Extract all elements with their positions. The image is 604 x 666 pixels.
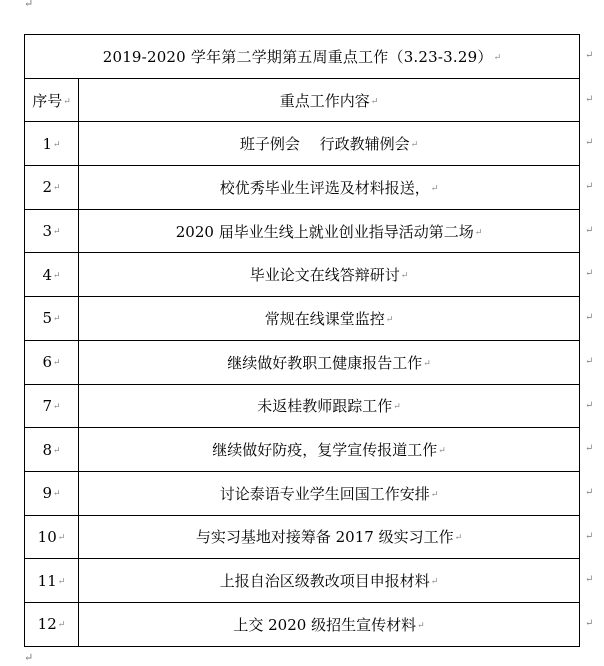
row-content: 校优秀毕业生评选及材料报送， [219,178,430,197]
cell-end-mark: ↵ [57,620,66,631]
row-number: 8 [42,440,52,459]
row-content-cell [79,559,580,603]
cell-end-mark: ↵ [53,358,61,369]
row-end-mark: ↵ [585,312,594,323]
table-row [25,253,580,297]
table-row [25,122,580,166]
cell-end-mark: ↵ [53,489,61,500]
row-number: 6 [42,353,52,372]
paragraph-mark-bottom: ↵ [24,651,34,664]
row-end-mark: ↵ [585,531,594,542]
header-content: 重点工作内容 [279,91,370,110]
table-row [25,209,580,253]
row-content-cell [79,471,580,515]
row-content: 上报自治区级教改项目申报材料 [219,572,430,591]
cell-end-mark: ↵ [393,402,401,413]
cell-end-mark: ↵ [410,140,419,151]
table-title: 2019-2020 学年第二学期第五周重点工作（3.23-3.29） [102,47,493,66]
row-number-cell [25,122,79,166]
row-content-cell [79,602,580,646]
row-content: 毕业论文在线答辩研讨 [249,266,400,285]
row-number-cell [25,602,79,646]
row-number: 9 [42,484,52,503]
cell-end-mark: ↵ [493,52,502,63]
cell-end-mark: ↵ [63,96,71,107]
header-content-cell [79,78,580,122]
row-number-cell [25,559,79,603]
cell-end-mark: ↵ [53,314,61,325]
cell-end-mark: ↵ [53,139,61,150]
row-number: 2 [42,178,52,197]
cell-end-mark: ↵ [438,446,446,457]
table-row [25,297,580,341]
row-number: 12 [37,615,57,634]
row-end-mark: ↵ [585,268,594,279]
row-number-cell [25,297,79,341]
cell-end-mark: ↵ [400,271,409,282]
row-content-cell [79,166,580,210]
row-content: 未返桂教师跟踪工作 [257,397,393,416]
row-number: 5 [42,309,52,328]
table-row [25,428,580,472]
row-end-mark: ↵ [585,487,594,498]
row-end-mark: ↵ [585,94,594,105]
cell-end-mark: ↵ [417,620,425,631]
header-number-cell [25,78,79,122]
title-row [25,35,580,79]
weekly-work-table [24,34,580,647]
row-number-cell [25,253,79,297]
row-content: 继续做好防疫，复学宣传报道工作 [212,441,438,460]
cell-end-mark: ↵ [430,183,439,194]
cell-end-mark: ↵ [57,576,66,587]
row-end-mark: ↵ [585,400,594,411]
cell-end-mark: ↵ [53,270,61,281]
row-number-cell [25,166,79,210]
row-number: 4 [42,265,52,284]
row-number-cell [25,209,79,253]
table-row [25,340,580,384]
row-content: 班子例会 行政教辅例会 [239,135,410,154]
row-content: 与实习基地对接筹备 2017 级实习工作 [195,528,454,547]
row-number-cell [25,428,79,472]
cell-end-mark: ↵ [57,532,66,543]
cell-end-mark: ↵ [53,445,61,456]
row-number-cell [25,384,79,428]
table-row [25,166,580,210]
row-end-mark: ↵ [585,137,594,148]
cell-end-mark: ↵ [53,227,61,238]
row-end-mark: ↵ [585,574,594,585]
row-content-cell [79,340,580,384]
row-end-mark: ↵ [585,443,594,454]
table-title-cell [25,35,580,79]
cell-end-mark: ↵ [370,96,379,107]
row-content: 讨论泰语专业学生回国工作安排 [219,484,430,503]
row-number-cell [25,471,79,515]
cell-end-mark: ↵ [423,358,431,369]
row-number: 1 [42,134,52,153]
cell-end-mark: ↵ [454,533,463,544]
row-content: 上交 2020 级招生宣传材料 [233,615,417,634]
row-number: 11 [37,571,57,590]
table-row [25,471,580,515]
row-end-mark: ↵ [585,356,594,367]
row-number: 7 [42,396,52,415]
row-content-cell [79,384,580,428]
header-number: 序号 [32,91,63,110]
row-end-mark: ↵ [585,618,594,629]
row-number: 3 [42,222,52,241]
row-content-cell [79,297,580,341]
row-end-mark: ↵ [585,225,594,236]
cell-end-mark: ↵ [53,401,61,412]
cell-end-mark: ↵ [430,489,439,500]
row-content-cell [79,253,580,297]
row-number-cell [25,340,79,384]
row-content: 2020 届毕业生线上就业创业指导活动第二场 [175,222,474,241]
header-row [25,78,580,122]
row-content-cell [79,515,580,559]
table-row [25,559,580,603]
cell-end-mark: ↵ [385,314,394,325]
cell-end-mark: ↵ [53,183,61,194]
table-row [25,384,580,428]
row-content-cell [79,122,580,166]
cell-end-mark: ↵ [474,227,483,238]
table-row [25,602,580,646]
row-content-cell [79,428,580,472]
row-content: 常规在线课堂监控 [264,309,385,328]
row-content-cell [79,209,580,253]
table-row [25,515,580,559]
paragraph-mark-top: ↵ [24,0,34,10]
cell-end-mark: ↵ [430,577,439,588]
row-number-cell [25,515,79,559]
row-number: 10 [37,527,57,546]
row-content: 继续做好教职工健康报告工作 [227,353,423,372]
row-end-mark: ↵ [585,181,594,192]
row-end-mark: ↵ [585,50,594,61]
